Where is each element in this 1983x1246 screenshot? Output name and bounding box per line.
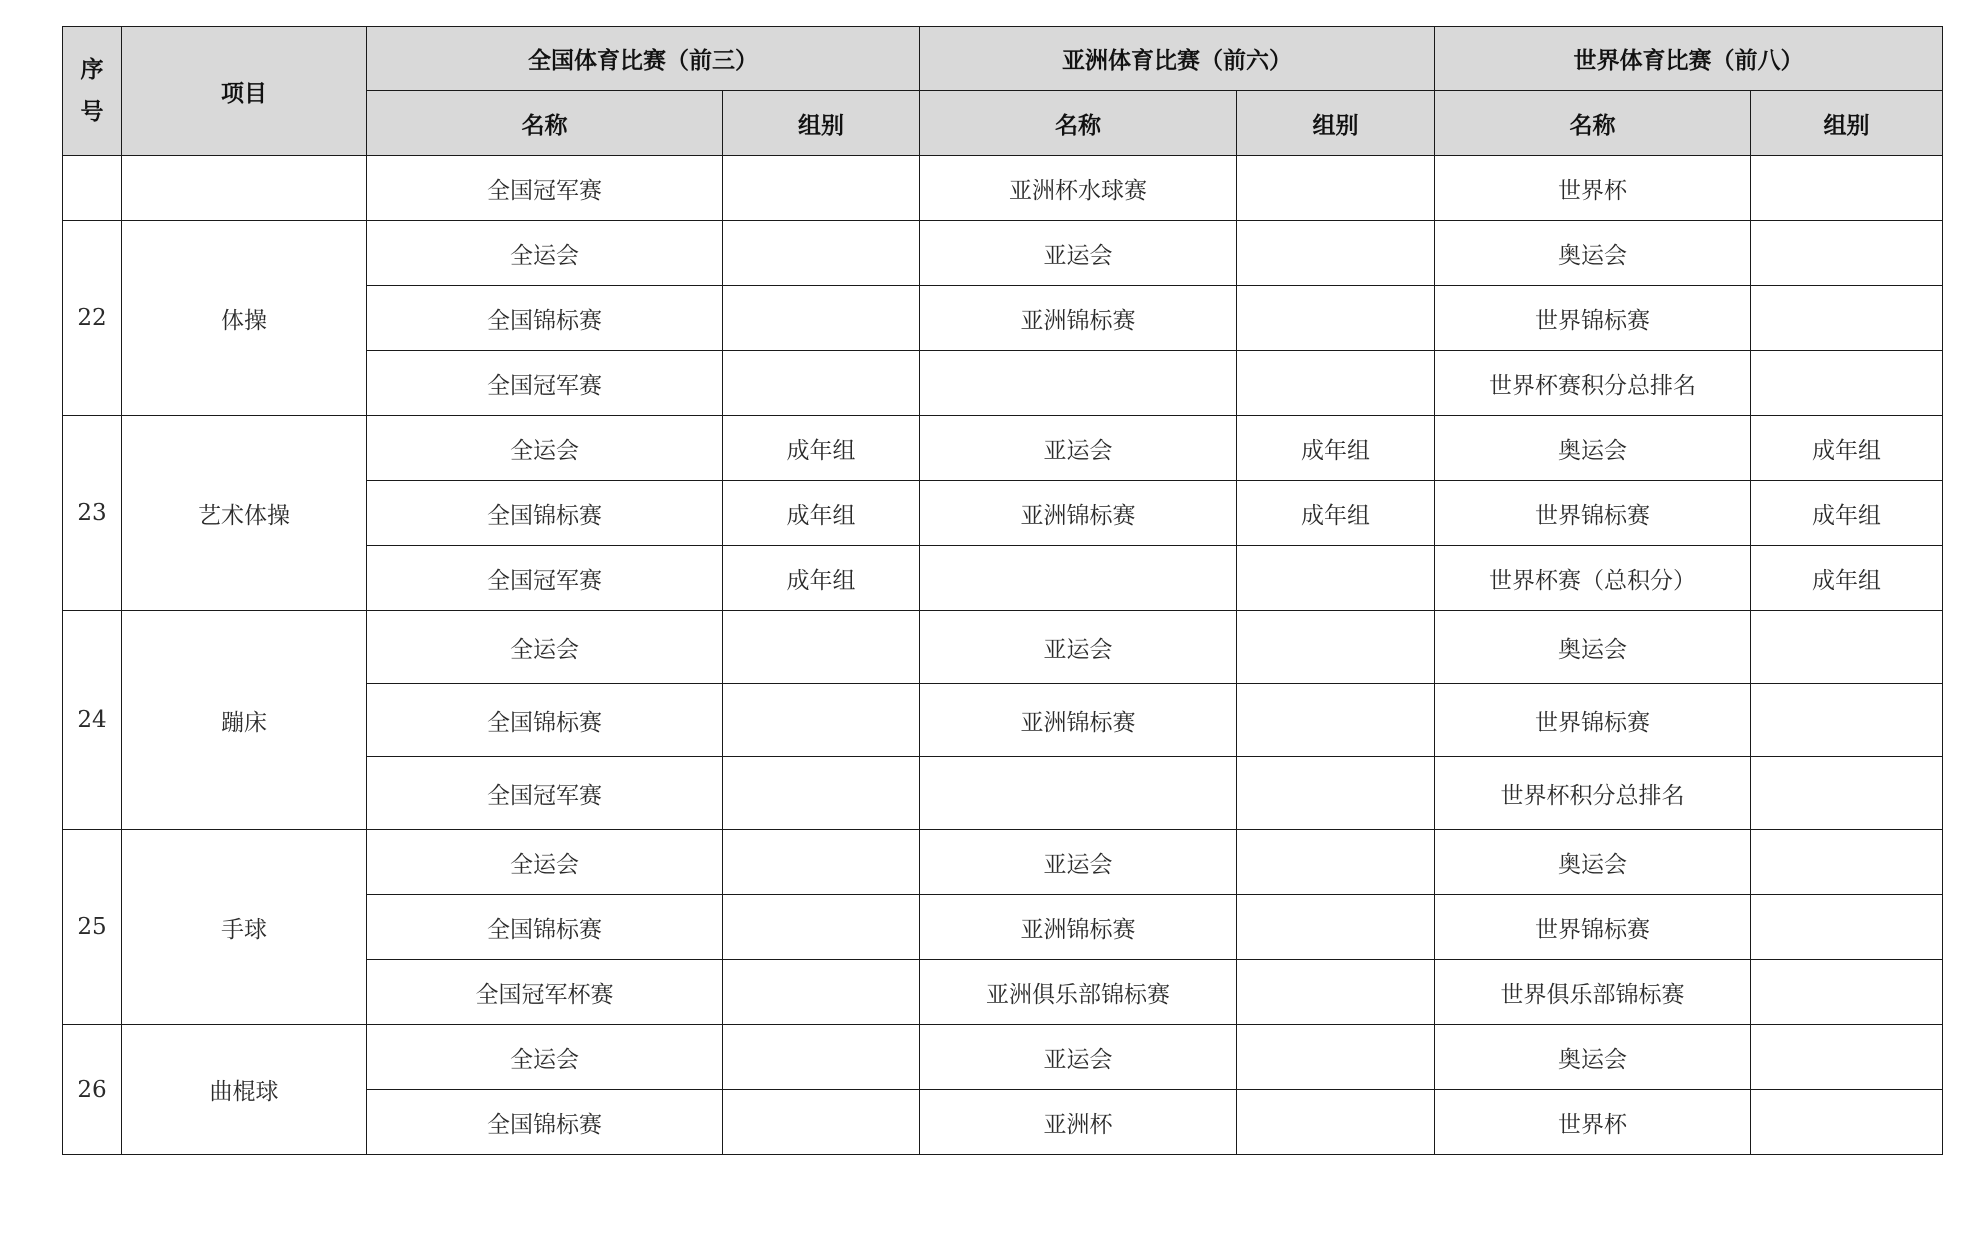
world-group-cell: 成年组 (1751, 481, 1943, 546)
national-group-cell: 成年组 (723, 546, 920, 611)
national-name-cell: 全国锦标赛 (367, 895, 723, 960)
world-group-cell (1751, 757, 1943, 830)
header-project: 项目 (122, 27, 367, 156)
asian-name-cell: 亚洲杯 (920, 1090, 1237, 1155)
table-row (63, 416, 1943, 481)
competition-table (62, 26, 1943, 1155)
national-name-cell: 全国冠军赛 (367, 757, 723, 830)
world-name-cell: 奥运会 (1435, 1025, 1751, 1090)
world-name-cell: 世界杯赛积分总排名 (1435, 351, 1751, 416)
asian-group-cell (1237, 221, 1435, 286)
world-name-cell: 世界杯赛（总积分） (1435, 546, 1751, 611)
world-group-cell (1751, 830, 1943, 895)
asian-name-cell: 亚运会 (920, 416, 1237, 481)
header-seq-char-1: 序 (80, 57, 104, 83)
world-name-cell: 奥运会 (1435, 221, 1751, 286)
world-group-cell (1751, 221, 1943, 286)
world-group-cell (1751, 684, 1943, 757)
world-group-cell: 成年组 (1751, 546, 1943, 611)
table-row (63, 156, 1943, 221)
national-group-cell (723, 757, 920, 830)
national-name-cell: 全国锦标赛 (367, 286, 723, 351)
world-name-cell: 奥运会 (1435, 416, 1751, 481)
national-group-cell: 成年组 (723, 481, 920, 546)
header-world-group: 组别 (1751, 91, 1943, 156)
seq-cell: 26 (63, 1025, 122, 1155)
project-cell: 体操 (122, 221, 367, 416)
asian-group-cell (1237, 757, 1435, 830)
world-name-cell: 奥运会 (1435, 830, 1751, 895)
national-name-cell: 全国冠军杯赛 (367, 960, 723, 1025)
project-cell: 艺术体操 (122, 416, 367, 611)
seq-cell: 24 (63, 611, 122, 830)
seq-cell: 23 (63, 416, 122, 611)
world-name-cell: 奥运会 (1435, 611, 1751, 684)
table-row (63, 1025, 1943, 1090)
world-group-cell (1751, 895, 1943, 960)
world-group-cell (1751, 1090, 1943, 1155)
national-group-cell (723, 611, 920, 684)
asian-group-cell: 成年组 (1237, 481, 1435, 546)
world-group-cell (1751, 286, 1943, 351)
asian-group-cell (1237, 1025, 1435, 1090)
national-name-cell: 全国冠军赛 (367, 546, 723, 611)
asian-group-cell (1237, 286, 1435, 351)
asian-group-cell (1237, 546, 1435, 611)
asian-name-cell: 亚运会 (920, 1025, 1237, 1090)
world-name-cell: 世界锦标赛 (1435, 286, 1751, 351)
header-national-group: 组别 (723, 91, 920, 156)
header-seq (63, 27, 122, 156)
world-name-cell: 世界锦标赛 (1435, 684, 1751, 757)
seq-cell: 25 (63, 830, 122, 1025)
national-group-cell: 成年组 (723, 416, 920, 481)
seq-cell (63, 156, 122, 221)
national-group-cell (723, 684, 920, 757)
world-name-cell: 世界俱乐部锦标赛 (1435, 960, 1751, 1025)
asian-group-cell (1237, 156, 1435, 221)
world-group-cell (1751, 960, 1943, 1025)
national-name-cell: 全国冠军赛 (367, 156, 723, 221)
national-name-cell: 全运会 (367, 830, 723, 895)
national-group-cell (723, 960, 920, 1025)
national-group-cell (723, 156, 920, 221)
asian-name-cell: 亚洲锦标赛 (920, 895, 1237, 960)
header-world-name: 名称 (1435, 91, 1751, 156)
national-name-cell: 全运会 (367, 416, 723, 481)
table-row (63, 830, 1943, 895)
asian-group-cell (1237, 611, 1435, 684)
seq-cell: 22 (63, 221, 122, 416)
asian-name-cell: 亚运会 (920, 221, 1237, 286)
world-name-cell: 世界杯 (1435, 156, 1751, 221)
national-name-cell: 全运会 (367, 1025, 723, 1090)
world-group-cell (1751, 156, 1943, 221)
world-group-cell (1751, 351, 1943, 416)
table-header (63, 27, 1943, 156)
asian-name-cell: 亚洲杯水球赛 (920, 156, 1237, 221)
asian-name-cell: 亚洲锦标赛 (920, 481, 1237, 546)
header-world-competition: 世界体育比赛（前八） (1435, 27, 1943, 91)
world-group-cell: 成年组 (1751, 416, 1943, 481)
national-name-cell: 全国锦标赛 (367, 1090, 723, 1155)
asian-name-cell: 亚洲锦标赛 (920, 286, 1237, 351)
asian-group-cell (1237, 830, 1435, 895)
header-asian-name: 名称 (920, 91, 1237, 156)
asian-group-cell (1237, 1090, 1435, 1155)
national-name-cell: 全运会 (367, 611, 723, 684)
world-name-cell: 世界锦标赛 (1435, 481, 1751, 546)
asian-group-cell (1237, 351, 1435, 416)
asian-name-cell (920, 351, 1237, 416)
header-national-name: 名称 (367, 91, 723, 156)
project-cell: 蹦床 (122, 611, 367, 830)
asian-name-cell: 亚运会 (920, 611, 1237, 684)
national-group-cell (723, 1025, 920, 1090)
world-name-cell: 世界杯 (1435, 1090, 1751, 1155)
asian-name-cell (920, 546, 1237, 611)
asian-name-cell: 亚运会 (920, 830, 1237, 895)
asian-name-cell: 亚洲锦标赛 (920, 684, 1237, 757)
asian-name-cell (920, 757, 1237, 830)
national-group-cell (723, 1090, 920, 1155)
project-cell (122, 156, 367, 221)
national-name-cell: 全运会 (367, 221, 723, 286)
table-row (63, 221, 1943, 286)
world-name-cell: 世界杯积分总排名 (1435, 757, 1751, 830)
asian-group-cell (1237, 960, 1435, 1025)
project-cell: 曲棍球 (122, 1025, 367, 1155)
national-group-cell (723, 351, 920, 416)
world-group-cell (1751, 611, 1943, 684)
table-row (63, 611, 1943, 684)
header-national-competition: 全国体育比赛（前三） (367, 27, 920, 91)
asian-group-cell (1237, 895, 1435, 960)
national-name-cell: 全国锦标赛 (367, 481, 723, 546)
national-group-cell (723, 286, 920, 351)
header-asian-competition: 亚洲体育比赛（前六） (920, 27, 1435, 91)
table-body (63, 156, 1943, 1155)
project-cell: 手球 (122, 830, 367, 1025)
asian-name-cell: 亚洲俱乐部锦标赛 (920, 960, 1237, 1025)
national-name-cell: 全国冠军赛 (367, 351, 723, 416)
asian-group-cell (1237, 684, 1435, 757)
world-group-cell (1751, 1025, 1943, 1090)
national-group-cell (723, 221, 920, 286)
header-asian-group: 组别 (1237, 91, 1435, 156)
national-name-cell: 全国锦标赛 (367, 684, 723, 757)
world-name-cell: 世界锦标赛 (1435, 895, 1751, 960)
header-seq-char-2: 号 (80, 99, 104, 125)
national-group-cell (723, 895, 920, 960)
national-group-cell (723, 830, 920, 895)
header-row-groups (63, 27, 1943, 91)
asian-group-cell: 成年组 (1237, 416, 1435, 481)
